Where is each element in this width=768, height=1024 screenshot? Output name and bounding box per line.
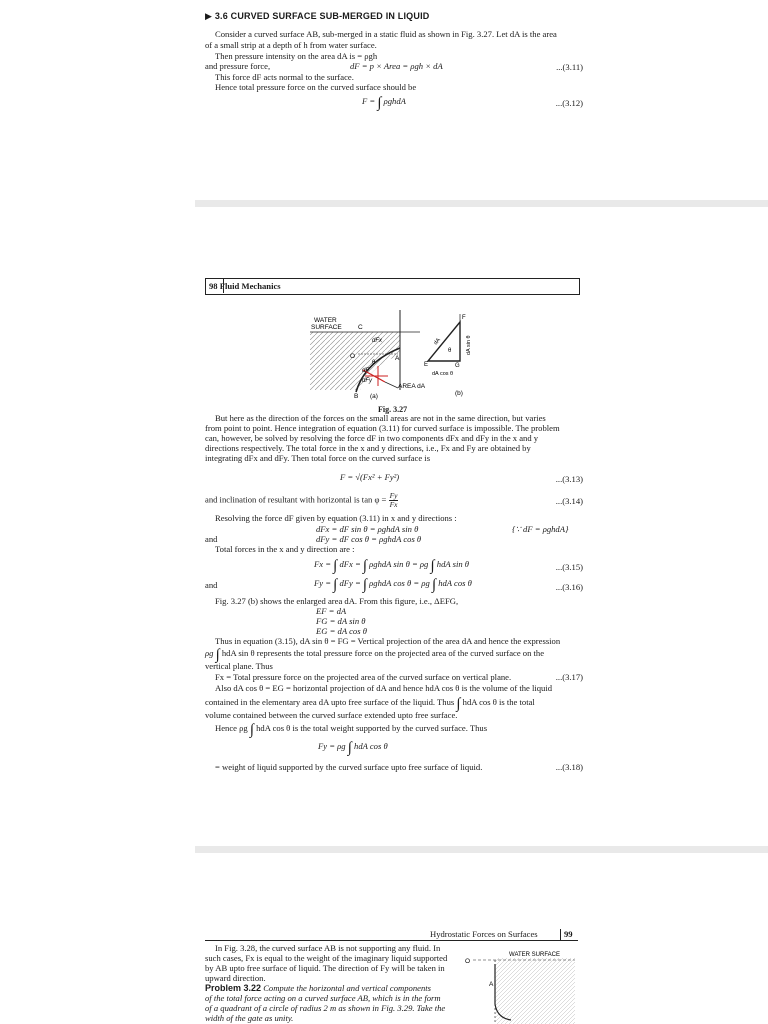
eq-part: hdA cos θ <box>354 741 388 751</box>
fig-label-theta: θ <box>372 360 376 366</box>
para-line: Then pressure intensity on the area dA is = ρgh <box>215 51 378 61</box>
integral-symbol: ∫ <box>362 577 368 593</box>
para-line: of a small strip at a depth of h from water surface. <box>205 40 377 50</box>
eq-text: and inclination of resultant with horizontal is tan φ = <box>205 494 387 505</box>
eq-part: hdA cos θ is the total <box>462 697 535 707</box>
page-divider <box>195 846 768 853</box>
eq-part: hdA sin θ represents the total pressure force on the projected area of the curved surface on the <box>221 648 545 658</box>
para-word: and <box>205 534 218 544</box>
fig-label-theta-b: θ <box>448 348 452 354</box>
eq-part: hdA cos θ is the total weight supported by the curved surface. Thus <box>256 723 488 733</box>
fraction-den: Fx <box>389 500 398 509</box>
equation-3-13: F = √(Fx² + Fy²) <box>340 472 400 482</box>
fig-label-dasin: dA sin θ <box>466 335 472 355</box>
fig-label-a: A <box>395 355 400 362</box>
integral-symbol: ∫ <box>362 558 368 574</box>
header-text: 98 Fluid Mechanics <box>209 281 281 291</box>
eq-part: hdA cos θ <box>438 578 472 588</box>
triangle-bullet-icon: ▶ <box>205 11 213 21</box>
integral-symbol: ∫ <box>249 722 254 738</box>
para-line: can, however, be solved by resolving the force dF in two components dFx and dFy in the x and y <box>205 433 539 443</box>
para-line: In Fig. 3.28, the curved surface AB is not supporting any fluid. In <box>215 943 441 953</box>
eq-part: Fx = <box>314 559 332 569</box>
fig-label-dacos: dA cos θ <box>432 371 454 377</box>
para-line-integral <box>205 647 545 663</box>
page-1 <box>0 0 768 200</box>
fraction <box>389 492 399 509</box>
eq-part: Hence ρg <box>215 723 248 733</box>
para-line: vertical plane. Thus <box>205 661 273 671</box>
fig-water-label-1: WATER <box>314 317 337 324</box>
fig-label-dfx: dFx <box>372 338 383 344</box>
integral-symbol: ∫ <box>377 95 382 111</box>
equation: dFy = dF cos θ = ρghdA cos θ <box>316 534 422 544</box>
para-line: volume contained between the curved surface extended upto free surface. <box>205 710 458 720</box>
figure-caption: Fig. 3.27 <box>378 405 408 414</box>
eq-number: ...(3.17) <box>555 672 583 682</box>
equation: FG = dA sin θ <box>316 616 366 626</box>
integral-symbol: ∫ <box>456 696 461 712</box>
eq-lhs: F = <box>362 96 376 106</box>
equation-note: {∵ dF = ρghdA} <box>512 524 569 534</box>
para-line: Also dA cos θ = EG = horizontal projection of dA and hence hdA cos θ is the volume of the liquid <box>215 683 553 693</box>
page-header <box>205 278 580 295</box>
header-title: Hydrostatic Forces on Surfaces <box>430 929 538 939</box>
eq-number: ...(3.16) <box>555 582 583 592</box>
para-line: = weight of liquid supported by the curved surface upto free surface of liquid. <box>215 762 483 772</box>
para-line: This force dF acts normal to the surface. <box>215 72 354 82</box>
para-line: upward direction. <box>205 973 266 983</box>
para-line: directions respectively. The total force in the x and y directions, i.e., Fx and Fy are obtained by <box>205 443 531 453</box>
para-line: Thus in equation (3.15), dA sin θ = FG = Vertical projection of the area dA and hence the expression <box>215 636 561 646</box>
equation: dFx = dF sin θ = ρghdA sin θ <box>316 524 419 534</box>
section-heading <box>205 11 430 22</box>
fig-label-b: B <box>354 393 359 400</box>
header-page-number: 99 <box>560 929 573 940</box>
eq-number: ...(3.13) <box>555 474 583 484</box>
para-line: such cases, Fx is equal to the weight of the imaginary liquid supported <box>205 953 448 963</box>
para-line: from point to point. Hence integration of equation (3.11) for curved surface is impossible. The problem <box>205 423 560 433</box>
fig-label-f: F <box>462 315 466 321</box>
para-line-integral <box>205 696 535 712</box>
problem-text: of a quadrant of a circle of radius 2 m as shown in Fig. 3.29. Take the <box>205 1003 446 1013</box>
eq-number: ...(3.12) <box>555 98 583 108</box>
fig-label-a: A <box>489 981 494 988</box>
fig-label-df: dF <box>362 368 370 374</box>
fig-label-da: dA <box>432 337 442 347</box>
eq-part: Fy = <box>314 578 332 588</box>
eq-part: contained in the elementary area dA upto free surface of the liquid. Thus <box>205 697 455 707</box>
eq-part: ρghdA sin θ = ρg <box>369 559 429 569</box>
eq-part: ρg <box>205 648 214 658</box>
equation-3-16 <box>314 577 472 593</box>
para-line: and pressure force, <box>205 61 271 71</box>
eq-number: ...(3.15) <box>555 562 583 572</box>
eq-part: ρghdA cos θ = ρg <box>369 578 430 588</box>
para-line: Fx = Total pressure force on the projected area of the curved surface on vertical plane. <box>215 672 512 682</box>
equation: dF = p × Area = ρgh × dA <box>350 61 443 71</box>
fig-water-surface: WATER SURFACE <box>509 952 561 958</box>
figure-3-28 <box>465 944 605 1024</box>
problem-text: Compute the horizontal and vertical components <box>263 983 431 993</box>
fig-caption-a: (a) <box>370 393 378 400</box>
equation-3-15 <box>314 558 470 574</box>
equation: EG = dA cos θ <box>316 626 367 636</box>
equation-3-14 <box>205 492 398 509</box>
eq-number: ...(3.18) <box>555 762 583 772</box>
para-word: and <box>205 580 218 590</box>
header-rule <box>205 278 224 293</box>
page-divider <box>195 200 768 207</box>
para-line: by AB upto free surface of liquid. The direction of Fy will be taken in <box>205 963 445 973</box>
integral-symbol: ∫ <box>333 577 338 593</box>
water-region <box>310 332 400 390</box>
para-line: Fig. 3.27 (b) shows the enlarged area dA. From this figure, i.e., ΔEFG, <box>215 596 459 606</box>
fraction-num: Fy <box>389 491 398 500</box>
problem-label: Problem 3.22 <box>205 983 262 993</box>
fig-label-g: G <box>455 363 460 369</box>
problem-text: of the total force acting on a curved surface AB, which is in the form <box>205 993 441 1003</box>
eq-part: Fy = ρg <box>318 741 346 751</box>
fig-label-dfy: dFy <box>362 378 373 384</box>
para-line: Consider a curved surface AB, sub-merged in a static fluid as shown in Fig. 3.27. Let dA is the area <box>215 29 557 39</box>
integral-symbol: ∫ <box>215 647 220 663</box>
eq-part: hdA sin θ <box>436 559 470 569</box>
equation-fy <box>318 740 388 756</box>
para-line: Total forces in the x and y direction are : <box>215 544 355 554</box>
fig-label-c: C <box>358 324 363 331</box>
integral-symbol: ∫ <box>333 558 338 574</box>
eq-part: dFx = <box>339 559 361 569</box>
para-line-integral <box>215 722 488 738</box>
problem-text: width of the gate as unity. <box>205 1013 294 1023</box>
fig-label-o: O <box>350 353 356 360</box>
fig-label-area: AREA dA <box>398 383 426 390</box>
fig-caption-b: (b) <box>455 390 463 397</box>
para-line: Hence total pressure force on the curved surface should be <box>215 82 417 92</box>
fig-water-label-2: SURFACE <box>311 324 342 331</box>
eq-part: dFy = <box>339 578 361 588</box>
fig-label-e: E <box>424 362 429 368</box>
para-line: integrating dFx and dFy. Then total force on the curved surface is <box>205 453 431 463</box>
eq-rhs: ρghdA <box>383 96 406 106</box>
eq-number: ...(3.11) <box>556 62 583 72</box>
integral-symbol: ∫ <box>347 740 352 756</box>
equation: EF = dA <box>316 606 347 616</box>
section-title: 3.6 CURVED SURFACE SUB-MERGED IN LIQUID <box>214 11 430 21</box>
integral-symbol: ∫ <box>431 577 437 593</box>
para-line: Resolving the force dF given by equation (3.11) in x and y directions : <box>215 513 457 523</box>
equation-3-12 <box>362 95 406 111</box>
integral-symbol: ∫ <box>430 558 435 574</box>
para-line: But here as the direction of the forces on the small areas are not in the same direction, but varies <box>215 413 546 423</box>
fig-label-o: O <box>465 958 471 965</box>
eq-number: ...(3.14) <box>555 496 583 506</box>
